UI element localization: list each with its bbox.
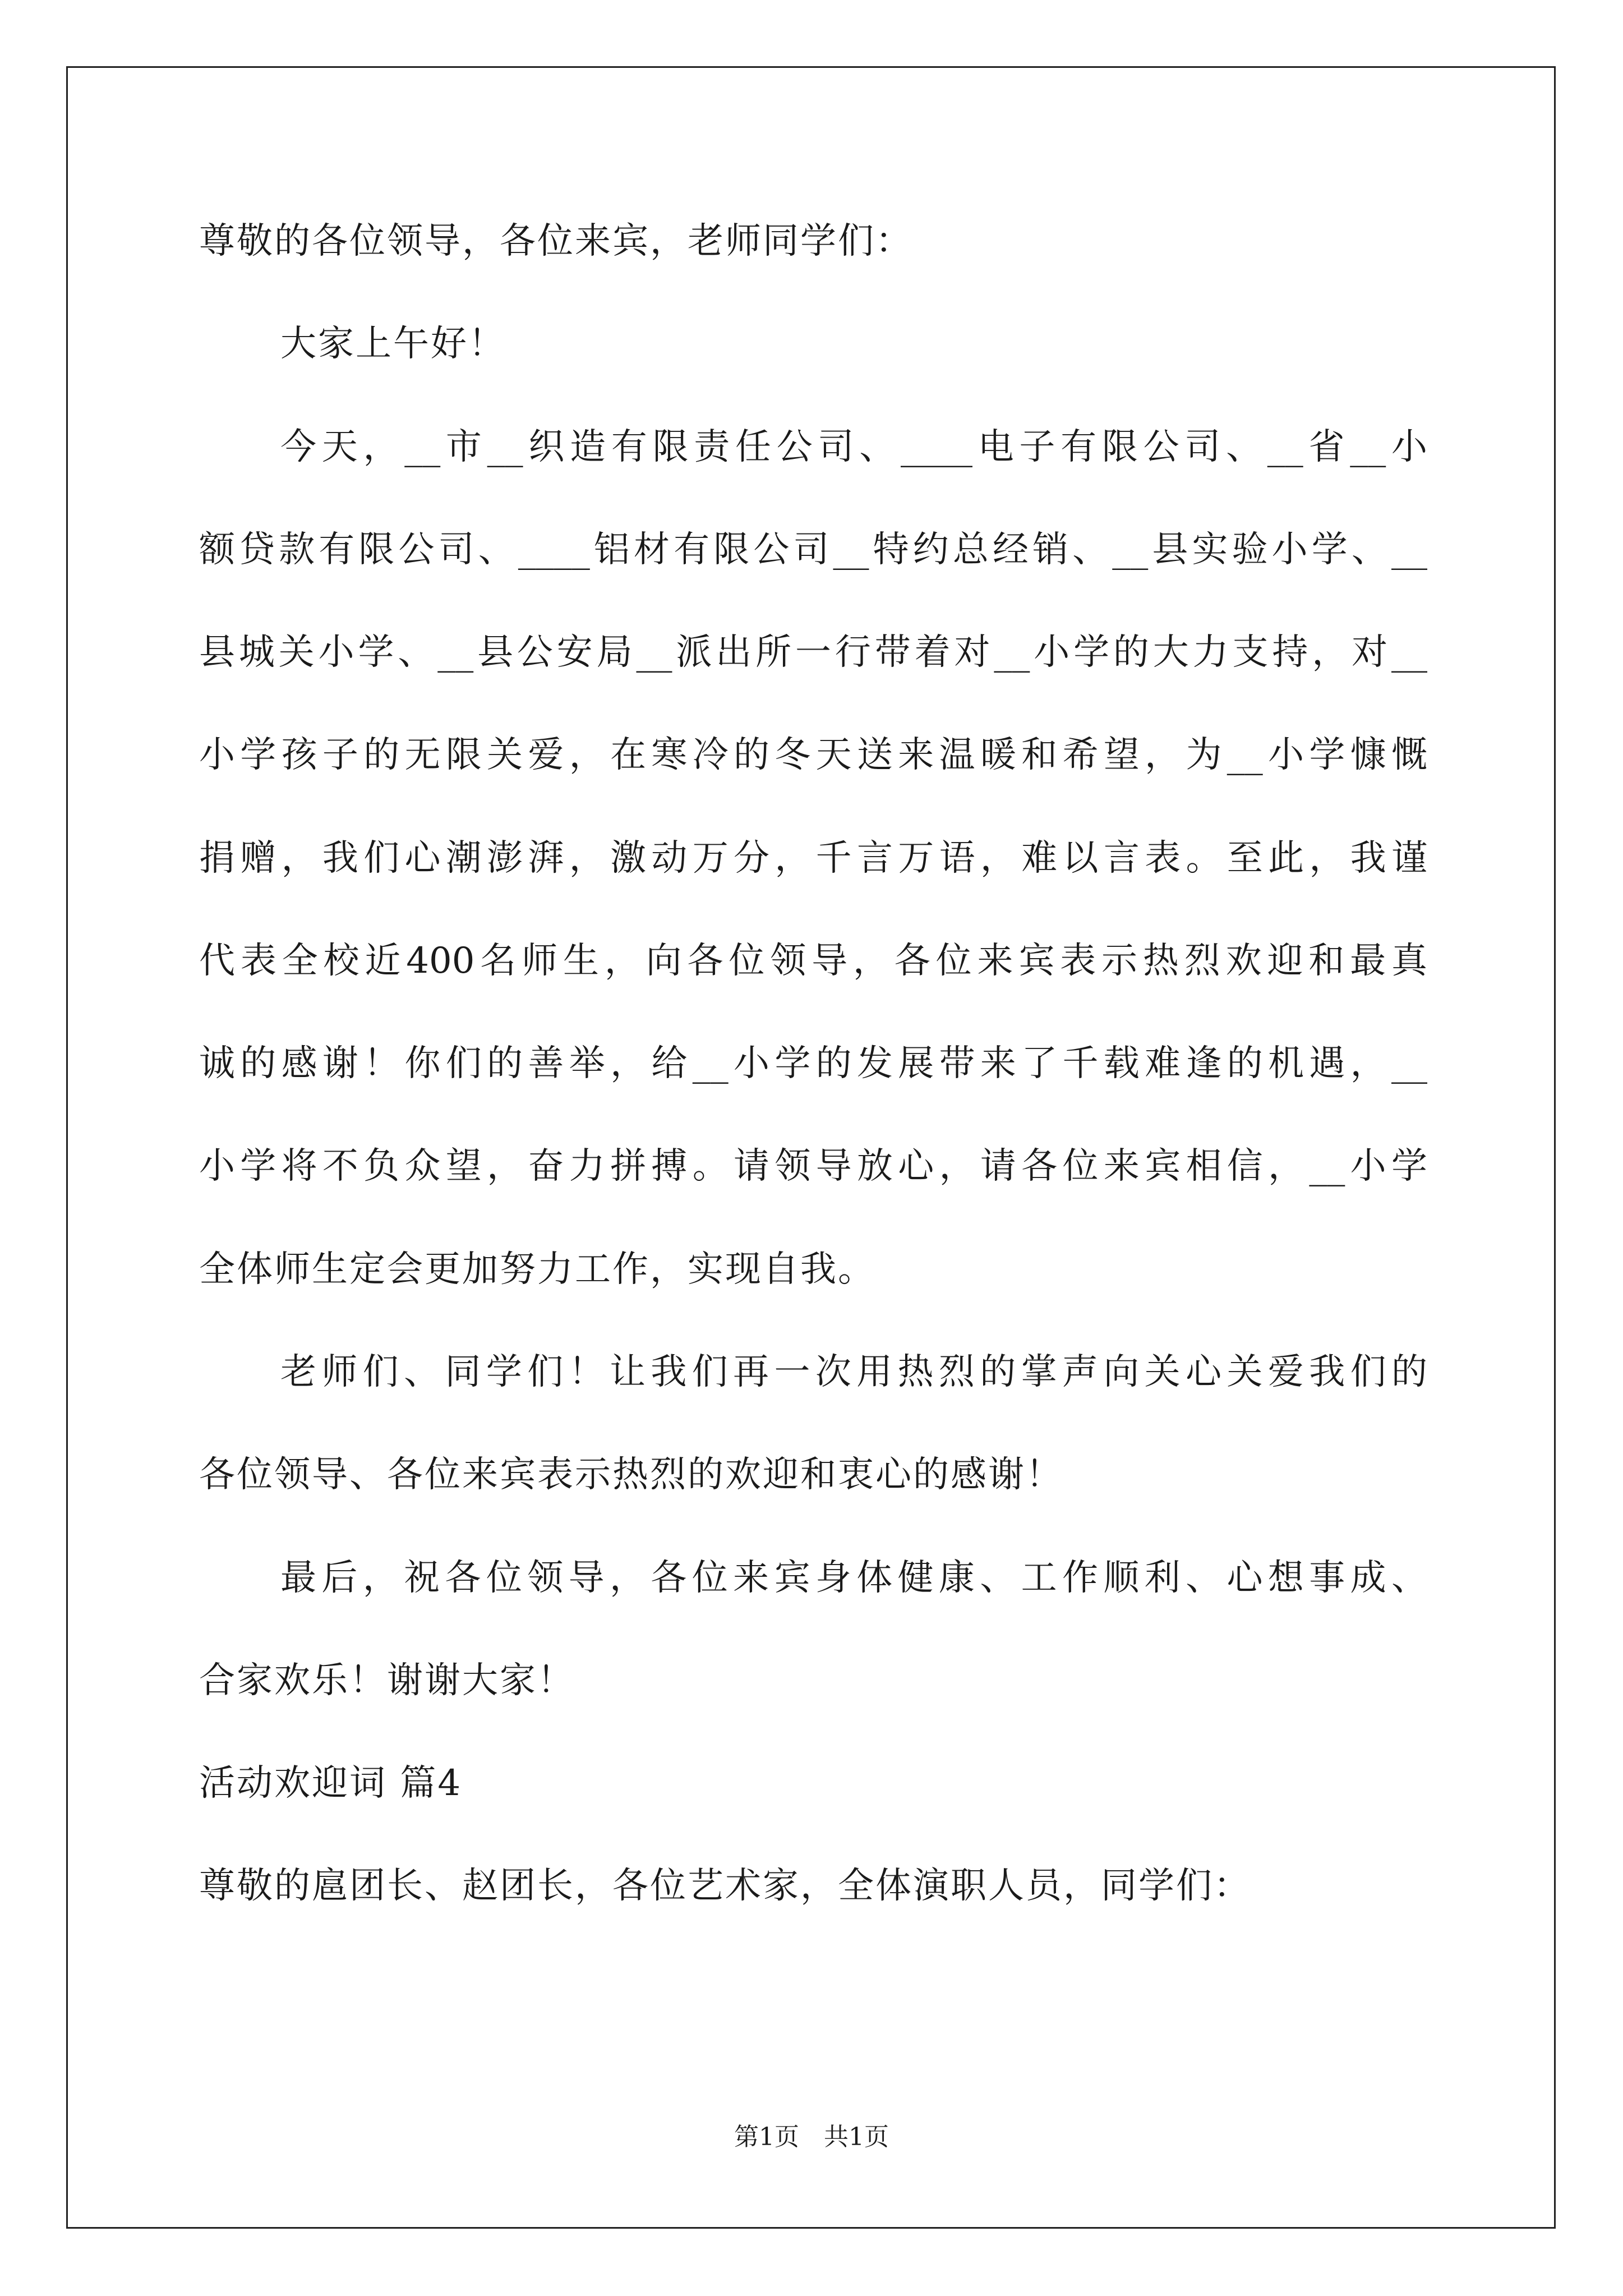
salutation-line: 尊敬的各位领导，各位来宾，老师同学们： <box>199 220 913 262</box>
paragraph-line: 老师们、同学们！让我们再一次用热烈的掌声向关心关爱我们的 <box>280 1351 1427 1393</box>
paragraph-line: 捐赠，我们心潮澎湃，激动万分，千言万语，难以言表。至此，我谨 <box>199 838 1427 879</box>
paragraph-line: 小学将不负众望，奋力拼搏。请领导放心，请各位来宾相信，__小学 <box>199 1145 1427 1187</box>
paragraph-line: 今天，__市__织造有限责任公司、____电子有限公司、__省__小 <box>280 426 1427 468</box>
paragraph-line: 合家欢乐！谢谢大家！ <box>199 1660 575 1701</box>
paragraph-line: 各位领导、各位来宾表示热烈的欢迎和衷心的感谢！ <box>199 1454 1063 1496</box>
paragraph-line: 县城关小学、__县公安局__派出所一行带着对__小学的大力支持，对__ <box>199 632 1427 673</box>
salutation-line: 尊敬的扈团长、赵团长，各位艺术家，全体演职人员，同学们： <box>199 1865 1251 1907</box>
paragraph-line: 小学孩子的无限关爱，在寒冷的冬天送来温暖和希望，为__小学慷慨 <box>199 734 1427 776</box>
paragraph-line: 全体师生定会更加努力工作，实现自我。 <box>199 1249 875 1290</box>
page-number: 第1页 共1页 <box>734 2123 889 2151</box>
paragraph-line: 额贷款有限公司、____铝材有限公司__特约总经销、__县实验小学、__ <box>199 529 1427 570</box>
paragraph-line: 最后，祝各位领导，各位来宾身体健康、工作顺利、心想事成、 <box>280 1557 1427 1599</box>
paragraph-line: 诚的感谢！你们的善举，给__小学的发展带来了千载难逢的机遇，__ <box>199 1043 1427 1084</box>
paragraph-line: 代表全校近400名师生，向各位领导，各位来宾表示热烈欢迎和最真 <box>199 940 1427 982</box>
greeting-line: 大家上午好！ <box>280 323 506 365</box>
section-heading: 活动欢迎词 篇4 <box>199 1763 463 1804</box>
